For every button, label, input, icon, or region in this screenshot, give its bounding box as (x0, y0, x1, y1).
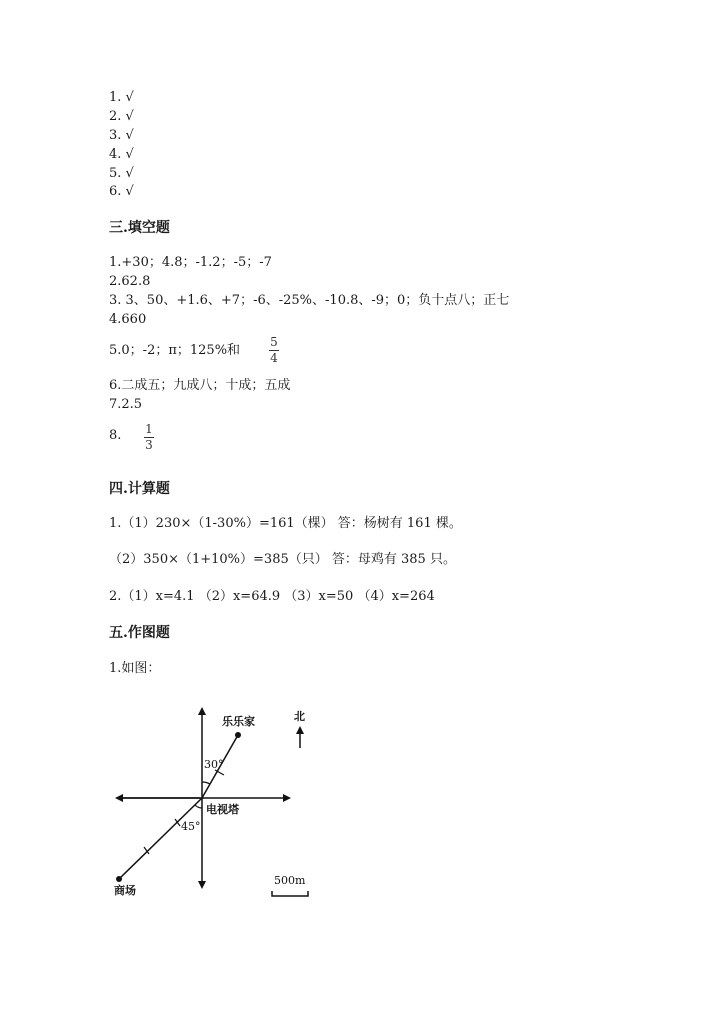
home-point (235, 732, 241, 738)
drawing-heading: 五.作图题 (109, 625, 170, 641)
fill-in-line-1: 1.+30；4.8；-1.2；-5；-7 (109, 255, 272, 270)
fraction-denominator: 4 (270, 351, 278, 365)
judgement-item-2: 2. √ (109, 109, 134, 124)
judgement-item-6: 6. √ (109, 184, 134, 199)
mall-line (119, 798, 202, 879)
angle-30-arc (202, 782, 210, 784)
mall-point (116, 876, 122, 882)
calc-line-1: 1.（1）230×（1-30%）=161（棵） 答：杨树有 161 棵。 (109, 516, 462, 531)
label-tower: 电视塔 (206, 803, 239, 816)
angle-45-arc (195, 805, 202, 808)
label-angle-45: 45° (181, 820, 201, 833)
fill-in-line-8: 8. (109, 428, 122, 443)
fill-in-line-2: 2.62.8 (109, 274, 151, 289)
fill-in-line-7: 7.2.5 (109, 397, 143, 412)
label-home: 乐乐家 (222, 715, 255, 728)
fill-in-line-4: 4.660 (109, 312, 147, 327)
calc-line-2: （2）350×（1+10%）=385（只） 答：母鸡有 385 只。 (109, 552, 456, 567)
judgement-item-1: 1. √ (109, 90, 134, 105)
fill-in-line-6: 6.二成五；九成八；十成；五成 (109, 378, 291, 393)
fraction-denominator: 3 (145, 438, 153, 452)
judgement-item-5: 5. √ (109, 166, 134, 181)
judgement-item-4: 4. √ (109, 147, 134, 162)
label-north: 北 (294, 710, 305, 723)
calc-heading: 四.计算题 (109, 481, 170, 497)
label-mall: 商场 (114, 884, 136, 897)
judgement-item-3: 3. √ (109, 128, 134, 143)
label-scale: 500m (274, 874, 306, 887)
fill-in-line-5: 5.0；-2；π；125%和 (109, 343, 241, 358)
fraction-numerator: 1 (145, 422, 153, 436)
label-angle-30: 30° (204, 758, 224, 771)
fraction-numerator: 5 (270, 335, 278, 349)
fill-in-heading: 三.填空题 (109, 220, 170, 236)
fill-in-line-3: 3. 3、50、+1.6、+7；-6、-25%、-10.8、-9；0；负十点八；正七 (109, 293, 510, 308)
drawing-intro: 1.如图： (109, 661, 161, 676)
calc-line-3: 2.（1）x=4.1 （2）x=64.9 （3）x=50 （4）x=264 (109, 589, 435, 604)
scale-bar (272, 891, 308, 896)
